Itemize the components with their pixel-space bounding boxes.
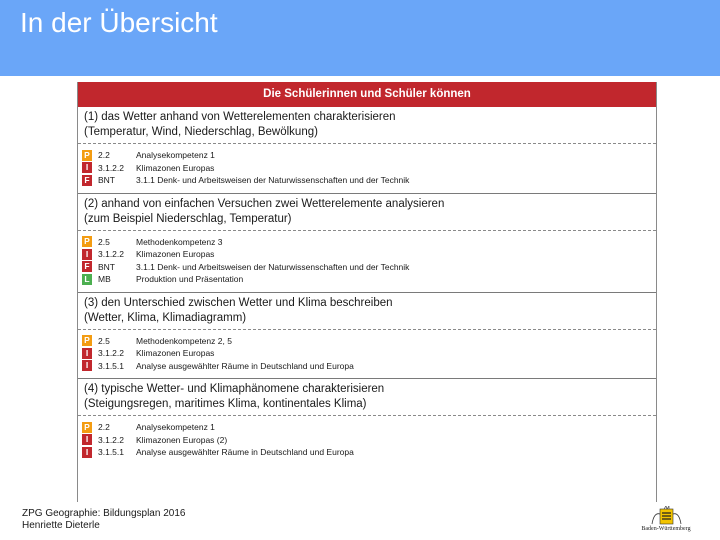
reference-code: 3.1.2.2 [98,348,124,359]
footer-credits [22,508,185,532]
reference-description: 3.1.1 Denk- und Arbeitsweisen der Naturwissenschaften und der Technik [136,175,410,186]
reference-description: Klimazonen Europas [136,249,215,260]
competence-title-line: (3) den Unterschied zwischen Wetter und Klima beschreiben [84,296,393,309]
competence-title-line: (Wetter, Klima, Klimadiagramm) [84,311,247,324]
reference-code: 2.2 [98,422,110,433]
coat-of-arms-icon [630,506,702,528]
reference-badge: P [82,335,92,346]
reference-description: Methodenkompetenz 2, 5 [136,335,232,346]
page-title: In der Übersicht [20,7,218,38]
reference-code: 3.1.5.1 [98,447,124,458]
reference-code: BNT [98,175,115,186]
competence-block [78,193,656,292]
reference-badge: I [82,447,92,458]
reference-row [82,248,656,261]
reference-row [82,273,656,286]
reference-row [82,421,656,434]
reference-row [82,174,656,187]
table-body [78,107,656,465]
reference-description: Klimazonen Europas [136,162,215,173]
reference-description: Analyse ausgewählter Räume in Deutschland und Europa [136,447,354,458]
reference-description: Klimazonen Europas (2) [136,434,228,445]
reference-list [78,415,656,465]
reference-row [82,347,656,360]
competence-title [78,107,656,143]
title-bar [0,0,720,76]
reference-code: BNT [98,261,115,272]
competence-title [78,293,656,329]
reference-badge: P [82,150,92,161]
competence-title-line: (Steigungsregen, maritimes Klima, kontinentales Klima) [84,398,367,410]
reference-row [82,162,656,175]
competence-title [78,194,656,230]
reference-row [82,360,656,373]
footer-line-author: Henriette Dieterle [22,520,100,531]
reference-badge: F [82,261,92,272]
reference-description: Klimazonen Europas [136,348,215,359]
reference-description: Methodenkompetenz 3 [136,236,223,247]
reference-code: 2.2 [98,150,110,161]
reference-badge: P [82,422,92,433]
reference-code: 3.1.2.2 [98,434,124,445]
reference-description: Produktion und Präsentation [136,274,244,285]
competence-title [78,379,656,415]
reference-code: MB [98,274,111,285]
reference-row [82,335,656,348]
reference-row [82,149,656,162]
competence-title-line: (Temperatur, Wind, Niederschlag, Bewölkung) [84,126,318,138]
reference-badge: F [82,175,92,186]
reference-row [82,434,656,447]
competence-title-line: (4) typische Wetter- und Klimaphänomene charakterisieren [84,383,385,395]
reference-badge: L [82,274,92,285]
reference-row [82,236,656,249]
competence-block [78,107,656,193]
competence-block [78,378,656,465]
curriculum-table [77,82,657,502]
reference-list [78,143,656,193]
reference-list [78,329,656,379]
reference-badge: I [82,249,92,260]
table-heading: Die Schülerinnen und Schüler können [78,82,656,107]
logo-text: Baden-Württemberg [641,526,691,532]
reference-code: 2.5 [98,335,110,346]
reference-code: 3.1.5.1 [98,360,124,371]
reference-badge: I [82,360,92,371]
reference-badge: I [82,434,92,445]
reference-code: 3.1.2.2 [98,162,124,173]
reference-badge: I [82,348,92,359]
reference-row [82,446,656,459]
reference-code: 2.5 [98,236,110,247]
reference-description: Analyse ausgewählter Räume in Deutschland und Europa [136,360,354,371]
competence-block [78,292,656,379]
reference-description: 3.1.1 Denk- und Arbeitsweisen der Naturwissenschaften und der Technik [136,261,410,272]
reference-badge: P [82,236,92,247]
reference-badge: I [82,162,92,173]
reference-description: Analysekompetenz 1 [136,150,215,161]
reference-list [78,230,656,292]
competence-title-line: (2) anhand von einfachen Versuchen zwei Wetterelemente analysieren [84,197,445,210]
competence-title-line: (zum Beispiel Niederschlag, Temperatur) [84,212,292,225]
footer-line-source: ZPG Geographie: Bildungsplan 2016 [22,508,186,519]
reference-row [82,261,656,274]
competence-title-line: (1) das Wetter anhand von Wetterelementen charakterisieren [84,111,396,123]
reference-code: 3.1.2.2 [98,249,124,260]
state-logo [630,506,702,536]
reference-description: Analysekompetenz 1 [136,422,215,433]
